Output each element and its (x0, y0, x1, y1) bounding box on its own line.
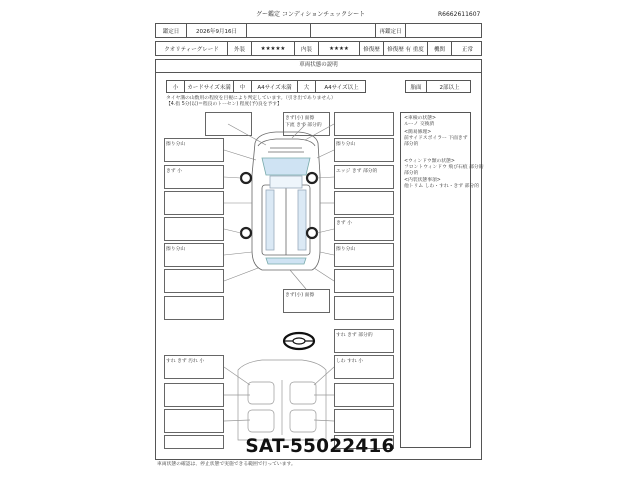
damage-label-right-1: 擦り分山 (336, 142, 356, 147)
quality-label: クオリティーグレード (164, 46, 219, 53)
exterior-stars: ★★★★★ (251, 42, 294, 55)
damage-label-left-2: きず 小 (166, 169, 182, 174)
remarks-v3a: フロントウィンドウ 飛び石痕 部分的 (404, 165, 484, 170)
date-label: 鑑定日 (162, 28, 180, 35)
tire-value: 2部以上 (426, 81, 472, 92)
size-large: 大 (297, 81, 315, 92)
size-small: 小 (172, 84, 179, 91)
sheet-title: グー鑑定 コンディションチェックシート (256, 11, 366, 18)
remarks-h4: <内装状態事項> (404, 178, 441, 183)
interior-stars: ★★★★ (318, 42, 359, 55)
damage-label-left-3: 擦り分山 (166, 247, 186, 252)
remarks-h1: <車検の状態> (404, 116, 437, 121)
size-medium: 中 (233, 81, 251, 92)
note-line-1: タイヤ溝の山数用の程度を目視により判定しています。（引き出でありません） (166, 96, 336, 101)
remarks-h2: <簡易修理> (404, 130, 432, 135)
size-small-desc: カードサイズ未満 (184, 81, 233, 92)
repair-history-label: 修復歴 (359, 42, 383, 55)
remarks-v2a: 前サイドスポイラー 下面きず (404, 136, 468, 141)
remarks-h3: <ウィンドウ類の状態> (404, 159, 455, 164)
damage-label-steering: すれ きず 部分的 (336, 333, 373, 338)
damage-label-rear: きず(小) 面擦 (285, 293, 315, 298)
interior-label-left: すれ きず 汚れ 小 (166, 359, 205, 364)
date-value: 2026年9月16日 (186, 24, 246, 37)
tire-label: 胎面 (410, 84, 422, 91)
damage-label-right-2: エッジ きず 部分的 (336, 169, 378, 174)
remarks-v3b: 部分的 (404, 171, 419, 176)
engine-value: 正常 (451, 42, 483, 55)
footer-note: 車両状態の確認は、停止状態で実施できる範囲で行っています。 (157, 462, 296, 467)
exterior-label: 外装 (227, 42, 251, 55)
engine-label: 機関 (427, 42, 451, 55)
damage-label-left-1: 擦り分山 (166, 142, 186, 147)
size-large-desc: A4サイズ以上 (315, 81, 367, 92)
sheet-code: R6662611607 (438, 11, 481, 18)
repair-history-value: 修復歴 有 重度 (383, 42, 427, 55)
section-title: 車両状態の説明 (299, 62, 338, 69)
interior-label: 内装 (294, 42, 318, 55)
size-medium-desc: A4サイズ未満 (251, 81, 297, 92)
damage-label-front-2: 下流 きず 部分的 (285, 123, 322, 128)
stock-id: SAT-55022416 (245, 436, 395, 457)
revaluation-label: 再鑑定日 (375, 24, 405, 37)
note-line-2: 【4.指 5分(以)＝程良のトーセン) 程度(予)良を予す】 (166, 102, 282, 107)
interior-label-right: しわ すれ 小 (336, 359, 364, 364)
remarks-v1: ルーノ 交換済 (404, 122, 435, 127)
remarks-v2b: 部分的 (404, 142, 419, 147)
damage-label-front: きず(小) 面擦 (285, 116, 315, 121)
damage-label-right-4: 擦り分山 (336, 247, 356, 252)
damage-label-right-3: きず 小 (336, 221, 352, 226)
remarks-v4: 他トリム しわ・すれ・きず 部分的 (404, 184, 480, 189)
